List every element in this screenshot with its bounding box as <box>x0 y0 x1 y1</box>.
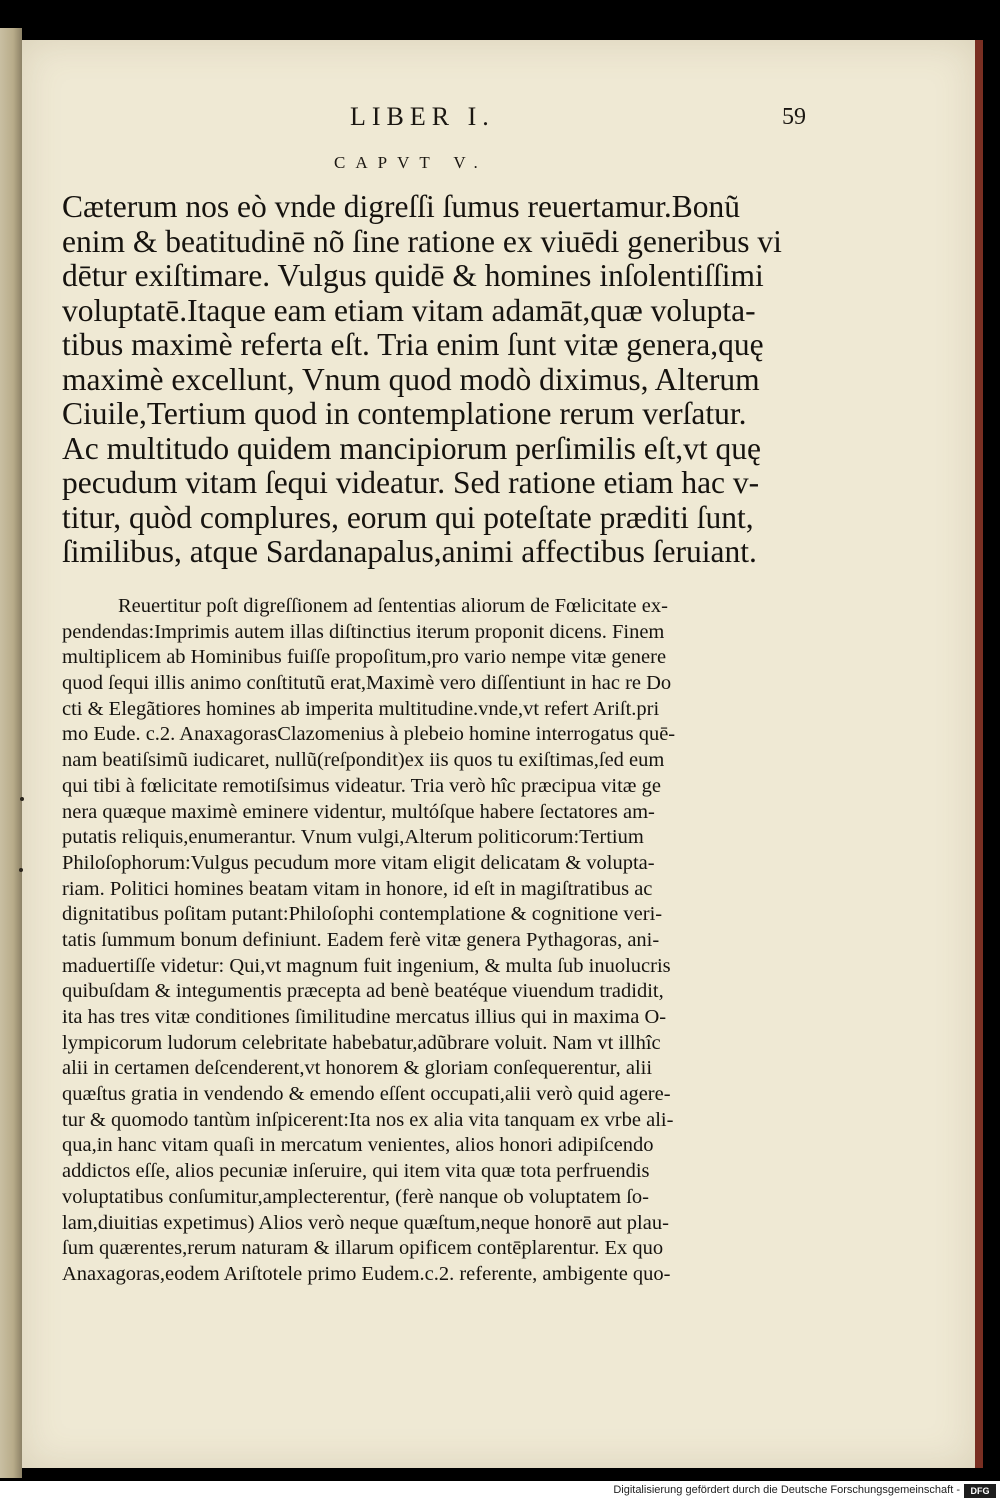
commentary-line: putatis reliquis,enumerantur. Vnum vulgi,Alterum politicorum:Tertium <box>62 826 644 849</box>
commentary-line: nam beatiſsimũ iudicaret, nullũ(reſpondit)ex iis quos tu exiſtimas,ſed eum <box>62 749 665 772</box>
margin-dot <box>20 797 24 801</box>
footer-bar <box>0 1481 1000 1502</box>
dfg-logo: DFG <box>964 1484 996 1498</box>
margin-dot <box>19 868 23 872</box>
commentary-line: alii in certamen deſcenderent,vt honorem & gloriam conſequerentur, alii <box>62 1057 653 1080</box>
main-text-block <box>62 190 832 570</box>
book-left-edge <box>0 28 22 1478</box>
commentary-line: voluptatibus conſumitur,amplecterentur, (ferè nanque ob voluptatem ſo- <box>62 1185 649 1208</box>
book-right-edge <box>975 40 983 1468</box>
main-text-line: titur, quòd complures, eorum qui poteſtate præditi ſunt, <box>62 499 754 535</box>
commentary-block <box>62 594 842 1288</box>
main-text-line: Cæterum nos eò vnde digreſſi ſumus reuertamur.Bonũ <box>62 189 741 224</box>
commentary-line: tur & quomodo tantùm inſpicerent:Ita nos ex alia vita tanquam ex vrbe ali- <box>62 1108 674 1131</box>
main-text-line: pecudum vitam ſequi videatur. Sed ratione etiam hac v- <box>62 465 760 500</box>
commentary-line: mo Eude. c.2. AnaxagorasClazomenius à plebeio homine interrogatus quē- <box>62 723 676 746</box>
commentary-line: ita has tres vitæ conditiones ſimilitudine mercatus illius qui in maxima O- <box>62 1006 667 1028</box>
commentary-line: Philoſophorum:Vulgus pecudum more vitam eligit delicatam & volupta- <box>62 851 655 874</box>
commentary-line: quibuſdam & integumentis præcepta ad benè beatéque viuendum tradidit, <box>62 980 664 1003</box>
main-text-line: maximè excellunt, Vnum quod modò diximus, Alterum <box>62 361 760 397</box>
footer-credit: Digitalisierung gefördert durch die Deutsche Forschungsgemeinschaft - <box>613 1484 960 1496</box>
commentary-line: qua,in hanc vitam quaſi in mercatum venientes, alios honori adipiſcendo <box>62 1134 654 1157</box>
commentary-line: quæſtus gratia in vendendo & emendo eſſent occupati,alii verò quid agere- <box>62 1083 671 1106</box>
commentary-line: maduertiſſe videtur: Qui,vt magnum fuit ingenium, & multa ſub inuolucris <box>62 954 671 977</box>
main-text-line: dētur exiſtimare. Vulgus quidē & homines inſolentiſſimi <box>62 258 764 293</box>
commentary-line: riam. Politici homines beatam vitam in honore, id eſt in magiſtratibus ac <box>62 877 653 900</box>
commentary-line: pendendas:Imprimis autem illas diſtinctius iterum proponit dicens. Finem <box>62 620 665 643</box>
commentary-line: nera quæque maximè eminere videntur, multóſque habere ſectatores am- <box>62 800 655 823</box>
main-text-line: Ac multitudo quidem mancipiorum perſimilis eſt,vt quę <box>62 430 762 466</box>
main-text-line: enim & beatitudinē nõ ſine ratione ex viuēdi generibus vi <box>62 223 782 259</box>
running-head: LIBER I. <box>350 102 495 131</box>
book-page <box>22 40 975 1468</box>
commentary-line: lympicorum ludorum celebritate habebatur,adũbrare voluit. Nam vt illhîc <box>62 1031 661 1054</box>
commentary-line: dignitatibus poſitam putant:Philoſophi contemplatione & cognitione veri- <box>62 903 663 926</box>
commentary-line: Reuertitur poſt digreſſionem ad ſententias aliorum de Fœlicitate ex- <box>118 595 668 617</box>
commentary-line: lam,diuitias expetimus) Alios verò neque quæſtum,neque honorē aut plau- <box>62 1211 669 1234</box>
commentary-line: ſum quærentes,rerum naturam & illarum opificem contēplarentur. Ex quo <box>62 1237 664 1260</box>
page-number: 59 <box>782 104 806 130</box>
commentary-line: addictos eſſe, alios pecuniæ inſeruire, qui item vita quæ tota perfruendis <box>62 1160 650 1183</box>
commentary-line: cti & Elegãtiores homines ab imperita multitudine.vnde,vt refert Ariſt.pri <box>62 697 660 720</box>
chapter-heading: CAPVT V. <box>334 153 488 172</box>
main-text-line: Ciuile,Tertium quod in contemplatione rerum verſatur. <box>62 396 747 431</box>
main-text-line: voluptatē.Itaque eam etiam vitam adamāt,quæ volupta- <box>62 292 756 328</box>
main-text-line: tibus maximè referta eſt. Tria enim ſunt vitæ genera,quę <box>62 327 764 362</box>
commentary-line: qui tibi à fœlicitate remotiſsimus videatur. Tria verò hîc præcipua vitæ ge <box>62 774 661 797</box>
commentary-line: Anaxagoras,eodem Ariſtotele primo Eudem.c.2. referente, ambigente quo- <box>62 1262 671 1285</box>
commentary-line: quod ſequi illis animo conſtitutũ erat,Maximè vero diſſentiunt in hac re Do <box>62 672 672 695</box>
main-text-line: ſimilibus, atque Sardanapalus,animi affectibus ſeruiant. <box>62 534 757 569</box>
commentary-line: multiplicem ab Hominibus fuiſſe propoſitum,pro vario nempe vitæ genere <box>62 646 667 669</box>
commentary-line: tatis ſummum bonum definiunt. Eadem ferè vitæ genera Pythagoras, ani- <box>62 928 660 951</box>
